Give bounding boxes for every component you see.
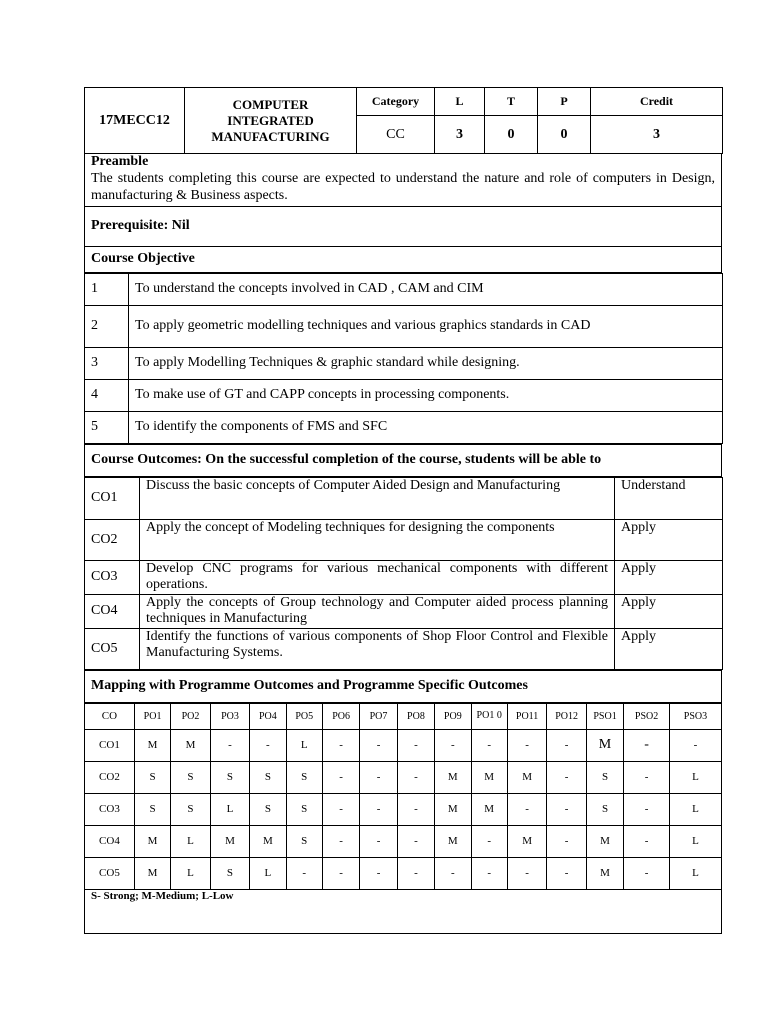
- mapping-col-header: PSO1: [586, 703, 623, 729]
- objective-text: To apply Modelling Techniques & graphic standard while designing.: [129, 347, 723, 379]
- t-header: T: [485, 88, 538, 116]
- mapping-cell: -: [547, 793, 586, 825]
- mapping-cell: -: [397, 729, 434, 761]
- l-value: 3: [435, 116, 485, 154]
- mapping-col-header: CO: [85, 703, 135, 729]
- mapping-col-header: PO12: [547, 703, 586, 729]
- outcomes-table: [84, 477, 723, 670]
- mapping-col-header: PO3: [210, 703, 249, 729]
- mapping-cell: -: [397, 825, 434, 857]
- prerequisite: Prerequisite: Nil: [85, 206, 722, 246]
- mapping-table: [84, 703, 722, 934]
- mapping-cell: -: [322, 793, 359, 825]
- objective-number: 4: [85, 379, 129, 411]
- mapping-cell: -: [322, 857, 359, 889]
- mapping-cell: -: [210, 729, 249, 761]
- mapping-cell: L: [250, 857, 286, 889]
- mapping-cell: -: [547, 729, 586, 761]
- outcome-text: Develop CNC programs for various mechanical components with different operations.: [140, 560, 615, 594]
- mapping-cell: -: [624, 729, 670, 761]
- outcome-level: Apply: [615, 628, 723, 669]
- mapping-col-header: PO7: [360, 703, 397, 729]
- mapping-cell: M: [250, 825, 286, 857]
- outcome-code: CO3: [85, 560, 140, 594]
- mapping-cell: L: [286, 729, 322, 761]
- mapping-cell: -: [471, 729, 507, 761]
- mapping-cell: M: [586, 857, 623, 889]
- mapping-cell: S: [134, 761, 170, 793]
- mapping-row: [85, 761, 722, 793]
- mapping-cell: -: [624, 761, 670, 793]
- mapping-cell: M: [586, 729, 623, 761]
- mapping-cell: -: [624, 857, 670, 889]
- mapping-col-header: PO5: [286, 703, 322, 729]
- mapping-cell: L: [171, 825, 210, 857]
- mapping-cell: M: [134, 729, 170, 761]
- mapping-cell: M: [134, 857, 170, 889]
- mapping-cell: -: [250, 729, 286, 761]
- mapping-cell: M: [586, 825, 623, 857]
- mapping-cell: -: [322, 761, 359, 793]
- mapping-col-header: PO8: [397, 703, 434, 729]
- mapping-cell: M: [507, 825, 546, 857]
- outcome-code: CO2: [85, 519, 140, 560]
- preamble-heading: Preamble: [91, 154, 149, 169]
- mapping-cell: L: [669, 857, 721, 889]
- mapping-cell: -: [435, 729, 471, 761]
- outcome-code: CO1: [85, 477, 140, 519]
- objective-text: To apply geometric modelling techniques and various graphics standards in CAD: [129, 305, 723, 347]
- course-header-table: [84, 87, 723, 154]
- mapping-cell: S: [250, 761, 286, 793]
- mapping-cell: L: [669, 793, 721, 825]
- mapping-cell: S: [586, 793, 623, 825]
- objective-text: To make use of GT and CAPP concepts in processing components.: [129, 379, 723, 411]
- mapping-cell: -: [360, 761, 397, 793]
- credit-header: Credit: [591, 88, 723, 116]
- objective-number: 5: [85, 411, 129, 443]
- preamble-text: The students completing this course are expected to understand the nature and role of computers in Design, manufacturing & Business aspects.: [91, 171, 715, 203]
- mapping-cell: L: [669, 825, 721, 857]
- course-title-line: COMPUTER: [232, 96, 309, 112]
- mapping-row: [85, 793, 722, 825]
- mapping-cell: -: [322, 825, 359, 857]
- outcome-text: Discuss the basic concepts of Computer Aided Design and Manufacturing: [140, 477, 615, 519]
- mapping-row: [85, 729, 722, 761]
- outcome-code: CO5: [85, 628, 140, 669]
- mapping-cell: L: [210, 793, 249, 825]
- mapping-cell: M: [435, 793, 471, 825]
- mapping-cell: -: [507, 857, 546, 889]
- course-title-line: INTEGRATED: [227, 112, 314, 128]
- mapping-cell: S: [286, 793, 322, 825]
- mapping-row-label: CO5: [85, 857, 135, 889]
- mapping-cell: S: [171, 761, 210, 793]
- preamble-cell: [85, 154, 722, 206]
- mapping-cell: -: [360, 857, 397, 889]
- mapping-cell: -: [471, 825, 507, 857]
- mapping-col-header: PO1: [134, 703, 170, 729]
- mapping-row-label: CO2: [85, 761, 135, 793]
- mapping-cell: -: [547, 825, 586, 857]
- outcome-text: Identify the functions of various components of Shop Floor Control and Flexible Manufacturing Systems.: [140, 628, 615, 669]
- course-outcomes-heading: Course Outcomes: On the successful completion of the course, students will be able to: [85, 444, 722, 476]
- category-header: Category: [357, 88, 435, 116]
- mapping-cell: M: [210, 825, 249, 857]
- mapping-row-label: CO1: [85, 729, 135, 761]
- mapping-cell: S: [134, 793, 170, 825]
- mapping-cell: -: [471, 857, 507, 889]
- objective-text: To identify the components of FMS and SFC: [129, 411, 723, 443]
- course-objective-heading: Course Objective: [85, 246, 722, 272]
- course-title-line: MANUFACTURING: [211, 128, 330, 144]
- mapping-cell: -: [435, 857, 471, 889]
- mapping-cell: S: [171, 793, 210, 825]
- mapping-cell: M: [435, 761, 471, 793]
- course-code: 17MECC12: [85, 88, 185, 154]
- objective-number: 1: [85, 273, 129, 305]
- objectives-table: [84, 273, 723, 444]
- mapping-cell: -: [360, 825, 397, 857]
- mapping-cell: -: [360, 793, 397, 825]
- mapping-col-header: PSO3: [669, 703, 721, 729]
- course-title: [185, 88, 357, 154]
- mapping-col-header: PO11: [507, 703, 546, 729]
- mapping-cell: -: [624, 793, 670, 825]
- mapping-heading-table: [84, 670, 722, 703]
- outcomes-heading-table: [84, 444, 722, 477]
- mapping-col-header: PO1 0: [471, 703, 507, 729]
- mapping-legend: S- Strong; M-Medium; L-Low: [85, 889, 722, 933]
- mapping-col-header: PO6: [322, 703, 359, 729]
- mapping-cell: -: [397, 857, 434, 889]
- mapping-cell: M: [134, 825, 170, 857]
- category-value: CC: [357, 116, 435, 154]
- mapping-cell: S: [286, 761, 322, 793]
- outcome-level: Apply: [615, 519, 723, 560]
- objective-number: 3: [85, 347, 129, 379]
- mapping-row-label: CO3: [85, 793, 135, 825]
- l-header: L: [435, 88, 485, 116]
- outcome-level: Apply: [615, 560, 723, 594]
- mapping-cell: S: [210, 761, 249, 793]
- mapping-cell: S: [210, 857, 249, 889]
- mapping-cell: -: [360, 729, 397, 761]
- mapping-row: [85, 857, 722, 889]
- mapping-cell: -: [547, 761, 586, 793]
- mapping-cell: S: [586, 761, 623, 793]
- mapping-col-header: PO2: [171, 703, 210, 729]
- objective-text: To understand the concepts involved in CAD , CAM and CIM: [129, 273, 723, 305]
- mapping-cell: M: [171, 729, 210, 761]
- mapping-cell: -: [507, 729, 546, 761]
- mapping-cell: -: [507, 793, 546, 825]
- credit-value: 3: [591, 116, 723, 154]
- t-value: 0: [485, 116, 538, 154]
- preamble-table: [84, 154, 722, 273]
- mapping-cell: M: [507, 761, 546, 793]
- outcome-text: Apply the concepts of Group technology and Computer aided process planning techniques in Manufacturing: [140, 594, 615, 628]
- mapping-cell: -: [669, 729, 721, 761]
- mapping-cell: -: [547, 857, 586, 889]
- outcome-code: CO4: [85, 594, 140, 628]
- mapping-cell: -: [397, 761, 434, 793]
- objective-number: 2: [85, 305, 129, 347]
- p-value: 0: [538, 116, 591, 154]
- mapping-cell: -: [286, 857, 322, 889]
- mapping-cell: S: [286, 825, 322, 857]
- mapping-cell: -: [397, 793, 434, 825]
- mapping-cell: M: [471, 793, 507, 825]
- mapping-cell: S: [250, 793, 286, 825]
- mapping-heading: Mapping with Programme Outcomes and Programme Specific Outcomes: [85, 670, 722, 702]
- mapping-row-label: CO4: [85, 825, 135, 857]
- mapping-cell: L: [669, 761, 721, 793]
- outcome-level: Apply: [615, 594, 723, 628]
- p-header: P: [538, 88, 591, 116]
- mapping-cell: M: [471, 761, 507, 793]
- mapping-header-row: [85, 703, 722, 729]
- mapping-col-header: PO4: [250, 703, 286, 729]
- mapping-row: [85, 825, 722, 857]
- mapping-cell: -: [322, 729, 359, 761]
- mapping-col-header: PSO2: [624, 703, 670, 729]
- mapping-col-header: PO9: [435, 703, 471, 729]
- mapping-cell: -: [624, 825, 670, 857]
- mapping-cell: L: [171, 857, 210, 889]
- course-sheet: [84, 87, 722, 934]
- outcome-text: Apply the concept of Modeling techniques for designing the components: [140, 519, 615, 560]
- mapping-cell: M: [435, 825, 471, 857]
- outcome-level: Understand: [615, 477, 723, 519]
